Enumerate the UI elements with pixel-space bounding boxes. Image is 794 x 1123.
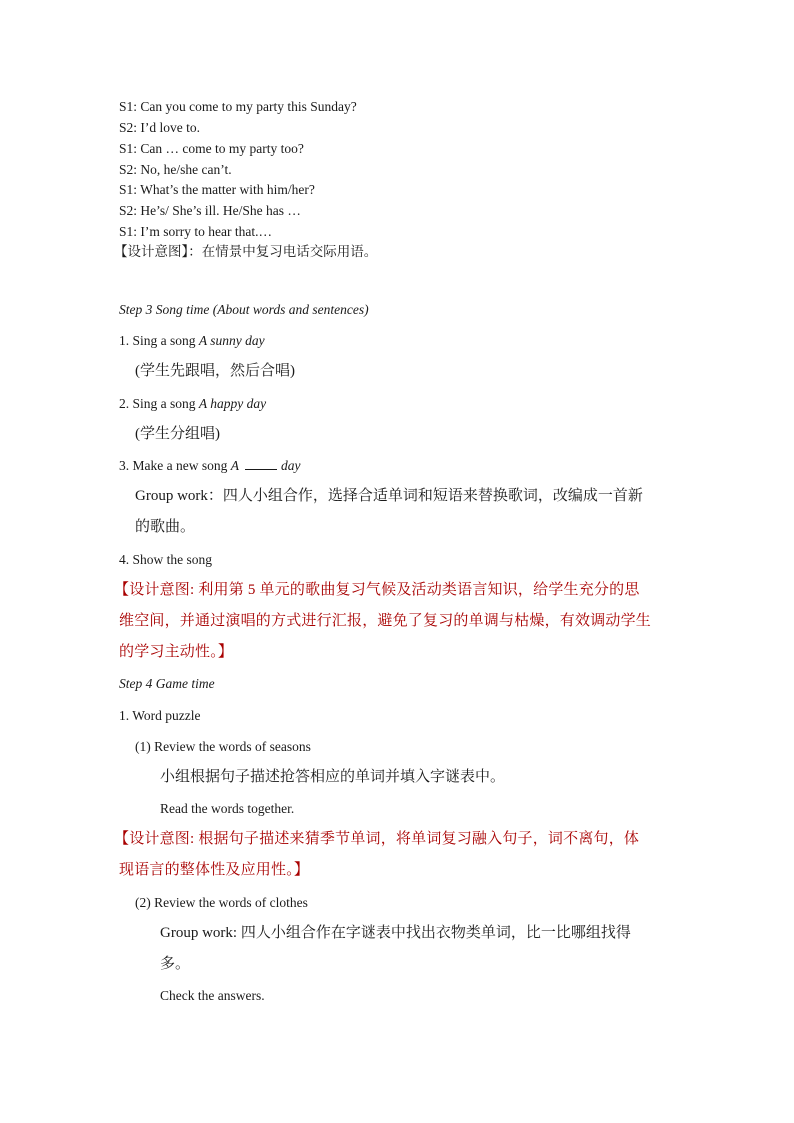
dialogue-line-3: S1: Can … come to my party too? [119, 141, 304, 156]
design-note-1: 【设计意图】：在情景中复习电话交际用语。 [114, 244, 378, 259]
step4-sub-1-line-1: 小组根据句子描述抢答相应的单词并填入字谜表中。 [160, 769, 506, 785]
step3-item-2-note: (学生分组唱) [135, 426, 220, 442]
step3-item-3 [119, 457, 300, 475]
step3-heading: Step 3 Song time (About words and sentences) [119, 302, 369, 317]
step3-item-1-prefix: 1. Sing a song [119, 333, 199, 348]
song-title-sunny-day: A sunny day [198, 333, 265, 348]
step3-item-3-desc-1: Group work：四人小组合作，选择合适单词和短语来替换歌词，改编成一首新 [135, 488, 643, 504]
step4-sub-2-line-2: 多。 [160, 956, 191, 972]
step3-item-2 [119, 395, 266, 413]
step4-heading: Step 4 Game time [119, 676, 215, 691]
dialogue-line-1: S1: Can you come to my party this Sunday? [119, 99, 357, 114]
dialogue-line-5: S1: What’s the matter with him/her? [119, 182, 315, 197]
step3-item-4: 4. Show the song [119, 552, 213, 567]
step3-design-line-3: 的学习主动性。】 [119, 644, 234, 660]
step3-item-1-note: (学生先跟唱，然后合唱) [135, 363, 295, 379]
step4-design-line-2: 现语言的整体性及应用性。】 [119, 862, 310, 878]
dialogue-line-2: S2: I’d love to. [119, 120, 200, 135]
step3-design-line-2: 维空间，并通过演唱的方式进行汇报，避免了复习的单调与枯燥，有效调动学生 [119, 613, 652, 629]
dialogue-line-7: S1: I’m sorry to hear that.… [119, 224, 272, 239]
step4-sub-1-title: (1) Review the words of seasons [135, 739, 311, 754]
song-title-happy-day: A happy day [198, 396, 267, 411]
step3-item-3-prefix: 3. Make a new song [119, 458, 231, 473]
song-title-a: A [230, 458, 239, 473]
step4-sub-2-line-3: Check the answers. [160, 988, 265, 1003]
dialogue-line-4: S2: No, he/she can’t. [119, 162, 232, 177]
step3-item-2-prefix: 2. Sing a song [119, 396, 199, 411]
step3-item-1 [119, 332, 265, 350]
song-title-day: day [280, 458, 301, 473]
step4-design-line-1: 【设计意图: 根据句子描述来猜季节单词，将单词复习融入句子，词不离句，体 [114, 831, 640, 847]
fill-in-blank [245, 457, 277, 470]
step4-sub-1-line-2: Read the words together. [160, 801, 295, 816]
step3-design-line-1: 【设计意图: 利用第 5 单元的歌曲复习气候及活动类语言知识，给学生充分的思 [114, 582, 640, 598]
dialogue-line-6: S2: He’s/ She’s ill. He/She has … [119, 203, 301, 218]
step4-sub-2-title: (2) Review the words of clothes [135, 895, 308, 910]
step4-sub-2-line-1: Group work: 四人小组合作在字谜表中找出衣物类单词，比一比哪组找得 [160, 925, 631, 941]
step3-item-3-desc-2: 的歌曲。 [135, 519, 196, 535]
step4-item-1: 1. Word puzzle [119, 708, 201, 723]
